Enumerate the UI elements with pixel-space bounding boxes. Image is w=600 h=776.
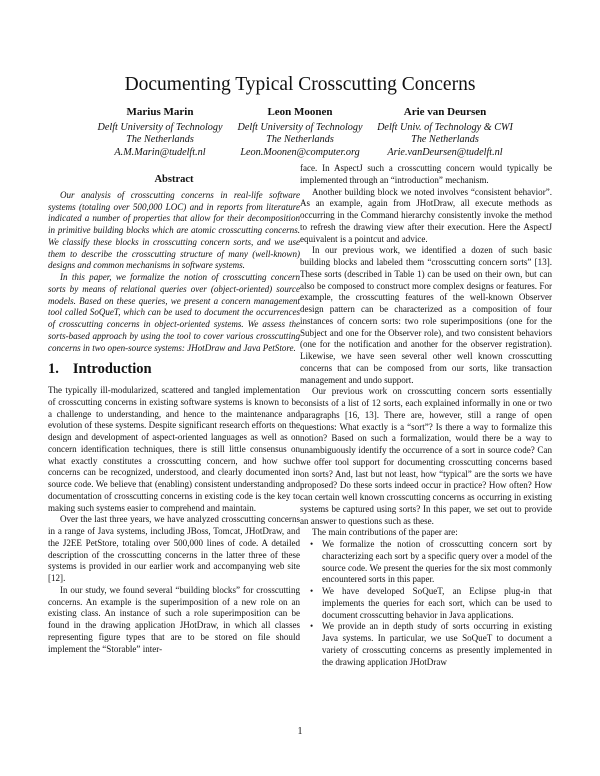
abstract-paragraph: In this paper, we formalize the notion of crosscutting concern sorts by means of relational queries over (object-oriented) source models. Based on these queries, we present a concern management tool called SoQueT, which can be used to document the occurrences of crosscutting concerns in object-oriented systems. We assess the sorts-based approach by using the tool to cover various crosscutting concerns in two open-source systems: JHotDraw and Java PetStore. xyxy=(48,272,300,353)
section-number: 1. xyxy=(48,361,59,378)
body-paragraph: face. In AspectJ such a crosscutting concern would typically be implemented through an “introduction” mechanism. xyxy=(300,163,552,185)
left-column xyxy=(48,174,300,655)
author-name: Leon Moonen xyxy=(267,106,333,118)
author-affiliation: Delft University of Technology xyxy=(97,121,223,133)
author-3 xyxy=(355,106,535,159)
page-number: 1 xyxy=(297,726,303,737)
section-title: Introduction xyxy=(72,361,152,378)
body-paragraph: The main contributions of the paper are: xyxy=(312,527,458,538)
author-email: Arie.vanDeursen@tudelft.nl xyxy=(387,146,503,158)
body-paragraph: In our previous work, we identified a dozen of such basic building blocks and labeled them “crosscutting concern sorts” [13]. These sorts (described in Table 1) can be used on their own, but can also be composed to construct more complex designs or features. For example, the crosscutting features of the well-known Observer design pattern can be characterized as a composition of four instances of concern sorts: two role superimpositions (one for the Subject and one for the Observer role), and two consistent behaviors (one for the notification and another for the observer registration). Likewise, we have seen several other well known crosscutting concerns that can be composed from our sorts, like transaction management and undo support. xyxy=(300,245,552,385)
abstract-paragraph: Our analysis of crosscutting concerns in real-life software systems (totaling over 500,000 LOC) and in reports from literature indicated a number of properties that allow for their decomposition in primitive building blocks which are atomic crosscutting concerns. We classify these blocks in crosscutting concern sorts, and we use them to describe the crosscutting structure of many (well-known) designs and common mechanisms in software systems. xyxy=(48,189,300,271)
body-paragraph: In our study, we found several “building blocks” for crosscutting concerns. An example is the superimposition of a new role on an existing class. An instance of such a role superimposition can be found in the drawing application JHotDraw, in which all classes representing figure types that are to be stored on file should implement the “Storable” inter- xyxy=(48,584,300,654)
contributions-list xyxy=(300,539,552,668)
body-paragraph: Another building block we noted involves “consistent behavior”. As an example, again from JHotDraw, all execute methods as occurring in the Command hierarchy consistently invoke the method to refresh the drawing view after their execution. Here the AspectJ equivalent is a pointcut and advice. xyxy=(300,186,552,244)
body-paragraph: Over the last three years, we have analyzed crosscutting concerns in a range of Java systems, including JBoss, Tomcat, JHotDraw, and the J2EE PetStore, totaling over 500,000 lines of code. A detailed description of the crosscutting concerns in the latter three of these systems is provided in our earlier work and accompanying web site [12]. xyxy=(48,514,300,583)
author-name: Marius Marin xyxy=(126,106,194,118)
author-affiliation: Delft Univ. of Technology & CWI xyxy=(377,121,513,133)
list-item: • We formalize the notion of crosscutting concern sort by characterizing each sort by a specific query over a model of the source code. We present the queries for the six most commonly encountered sorts in this paper. xyxy=(312,539,552,586)
right-column xyxy=(300,163,552,668)
author-country: The Netherlands xyxy=(266,134,334,145)
body-paragraph: Our previous work on crosscutting concern sorts essentially consists of a list of 12 sorts, each explained informally in one or two paragraphs [16, 13]. There are, however, still a range of open questions: What exactly is a “sort”? Is there a way to formalize this notion? Based on such a formalization, would there be a way to unambiguously identify the occurrence of a sort in source code? Can we offer tool support for documenting crosscutting concerns based on sorts? And, last but not least, how “typical” are the sorts we have proposed? Do these sorts indeed occur in practice? How often? How can certain well known crosscutting concerns as occurring in existing systems be captured using sorts? In this paper, we set out to provide an answer to questions such as these. xyxy=(300,386,552,526)
author-country: The Netherlands xyxy=(126,134,194,145)
author-email: A.M.Marin@tudelft.nl xyxy=(114,146,206,158)
paper-title: Documenting Typical Crosscutting Concerns xyxy=(124,74,476,95)
author-name: Arie van Deursen xyxy=(403,106,487,118)
abstract-heading: Abstract xyxy=(154,174,194,185)
author-country: The Netherlands xyxy=(411,134,479,145)
list-item: • We provide an in depth study of sorts occurring in existing Java systems. In particular, we use SoQueT to document a variety of crosscutting concerns as presently implemented in the drawing application JHotDraw xyxy=(312,621,552,668)
author-affiliation: Delft University of Technology xyxy=(237,121,363,133)
list-item: • We have developed SoQueT, an Eclipse plug-in that implements the queries for each sort, which can be used to document crosscutting behavior in Java applications. xyxy=(312,586,552,621)
abstract xyxy=(48,190,300,355)
body-paragraph: The typically ill-modularized, scattered and tangled implementation of crosscutting concerns in existing software systems is known to be a challenge to understanding, and hence to the maintenance and evolution of these systems. Despite significant research efforts on the design and development of aspect-oriented languages as well as on concern identification techniques, there is still little consensus on what exactly constitutes a crosscutting concern, and how such concerns can be recognized, understood, and clearly documented in source code. We believe that (enabling) consistent understanding and documentation of crosscutting concerns in existing code is the key to making such systems easier to comprehend and maintain. xyxy=(48,385,300,513)
section-heading xyxy=(48,361,300,378)
author-email: Leon.Moonen@computer.org xyxy=(240,146,360,158)
